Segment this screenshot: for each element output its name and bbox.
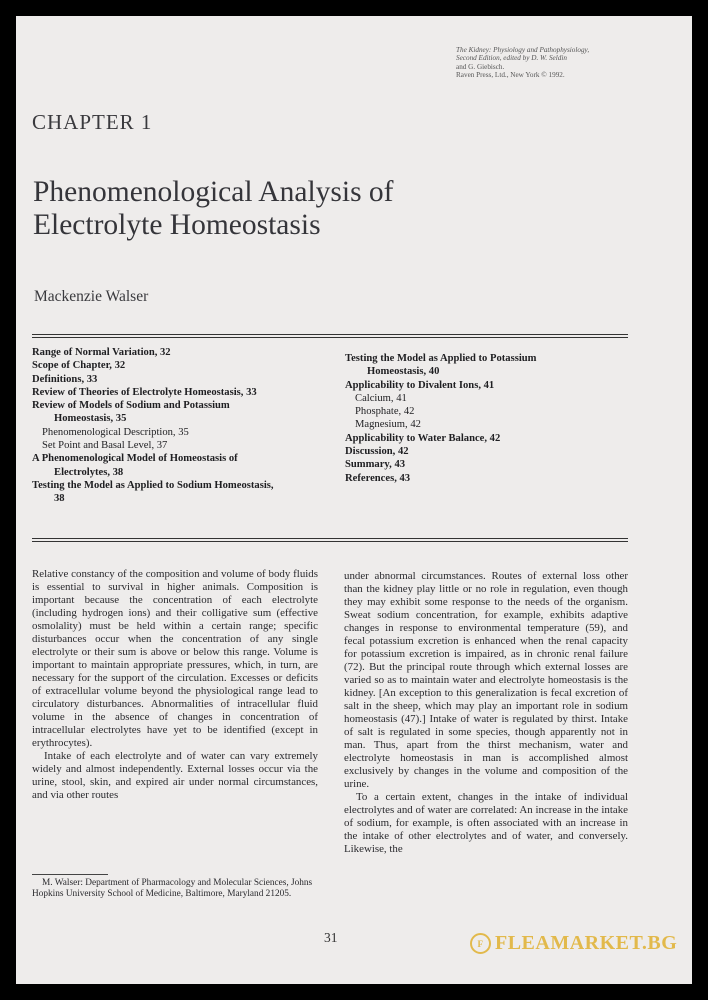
body-paragraph: Relative constancy of the composition and volume of body fluids is essential to survival in higher animals. Composition is important because the concentration of each electrolyte (including hydrogen ions) and their colligative sum (effective osmolality) must be held within a certain range; specific disturbances occur when the concentration of any single electrolyte or their sum is above or below this range. Volume is important to maintain appropriate pressures, which, in turn, are necessary for the support of the circulation. Excesses or deficits of extracellular volume beyond the physiological range lead to circulatory disturbances. Abnormalities of intracellular fluid volume in the absence of changes in concentration of intracellular electrolytes have yet to be identified (except in erythrocytes). — [32, 568, 318, 749]
toc-entry: Range of Normal Variation, 32 — [32, 347, 171, 358]
toc-entry: Summary, 43 — [345, 459, 406, 471]
toc-entry: Electrolytes, 38 — [54, 466, 124, 478]
title-line-1: Phenomenological Analysis of — [33, 176, 394, 208]
toc-entry: Magnesium, 42 — [355, 419, 421, 431]
body-paragraph: under abnormal circumstances. Routes of external loss other than the kidney play little or no role in regulation, even though they may exhibit some response to the needs of the organism. Sweat sodium concentration, for example, exhibits adaptive changes in response to environmental temperature (59), and fecal potassium excretion is enhanced when the renal capacity for potassium excretion is impaired, as in chronic renal failure (72). But the principal route through which external losses are varied so as to maintain water and electrolyte homeostasis is the kidney. [An exception to this generalization is fecal excretion of salt in the sheep, which may play an important role in sodium homeostasis (47).] Intake of water is regulated by thirst. Intake of salt is regulated in some species, though apparently not in man. Thus, apart from the thirst mechanism, water and electrolyte homeostasis in man is accomplished almost exclusively by changes in the volume and composition of the urine. — [344, 570, 628, 790]
toc-entry: Homeostasis, 40 — [367, 366, 440, 378]
toc-entry: Testing the Model as Applied to Sodium Homeostasis, — [32, 479, 274, 491]
toc-entry: Testing the Model as Applied to Potassium — [345, 353, 537, 364]
toc-left — [32, 346, 274, 506]
toc-entry: Set Point and Basal Level, 37 — [42, 440, 168, 452]
divider-rule — [32, 337, 628, 338]
publication-line-4: Raven Press, Ltd., New York © 1992. — [456, 71, 565, 80]
watermark-text: FLEAMARKET.BG — [495, 932, 678, 954]
book-page — [16, 16, 692, 984]
chapter-title — [33, 176, 503, 242]
body-column-left — [32, 568, 318, 802]
body-paragraph: To a certain extent, changes in the intake of individual electrolytes and of water are correlated: An increase in the intake of sodium, for example, is often associated with an increase in the intake of other electrolytes and of water, and conversely. Likewise, the — [344, 791, 628, 855]
toc-entry: Review of Models of Sodium and Potassium — [32, 400, 230, 412]
divider-rule — [32, 538, 628, 539]
body-column-right — [344, 570, 628, 856]
toc-entry: Applicability to Water Balance, 42 — [345, 432, 501, 444]
toc-entry: Applicability to Divalent Ions, 41 — [345, 379, 495, 391]
toc-entry: 38 — [54, 493, 65, 505]
publication-line-1: The Kidney: Physiology and Pathophysiology, — [456, 46, 590, 54]
publication-line-2: Second Edition, edited by D. W. Seldin — [456, 54, 567, 63]
toc-entry: Discussion, 42 — [345, 446, 409, 458]
author-name: Mackenzie Walser — [34, 288, 149, 305]
title-line-2: Electrolyte Homeostasis — [33, 209, 321, 241]
page-number: 31 — [324, 930, 338, 945]
author-footnote: M. Walser: Department of Pharmacology and Molecular Sciences, Johns Hopkins University School of Medicine, Baltimore, Maryland 21205. — [32, 878, 313, 899]
toc-entry: Scope of Chapter, 32 — [32, 360, 126, 372]
publication-line-3: and G. Giebisch. — [456, 62, 505, 71]
toc-entry: References, 43 — [345, 472, 411, 484]
divider-rule — [32, 334, 628, 335]
toc-entry: Phosphate, 42 — [355, 406, 415, 418]
toc-entry: A Phenomenological Model of Homeostasis of — [32, 453, 238, 465]
toc-entry: Phenomenological Description, 35 — [42, 426, 189, 438]
toc-entry: Calcium, 41 — [355, 392, 407, 404]
toc-entry: Definitions, 33 — [32, 373, 98, 385]
toc-right — [345, 352, 537, 485]
toc-entry: Review of Theories of Electrolyte Homeostasis, 33 — [32, 386, 257, 398]
toc-entry: Homeostasis, 35 — [54, 413, 127, 425]
chapter-label: CHAPTER 1 — [32, 110, 153, 134]
body-paragraph: Intake of each electrolyte and of water can vary extremely widely and almost independently. External losses occur via the urine, stool, skin, and expired air under normal circumstances, and via other routes — [32, 750, 318, 801]
footnote-rule — [32, 874, 108, 875]
publication-note — [456, 46, 686, 80]
watermark-logo-icon: F — [470, 933, 491, 954]
divider-rule — [32, 541, 628, 542]
watermark — [470, 932, 677, 955]
